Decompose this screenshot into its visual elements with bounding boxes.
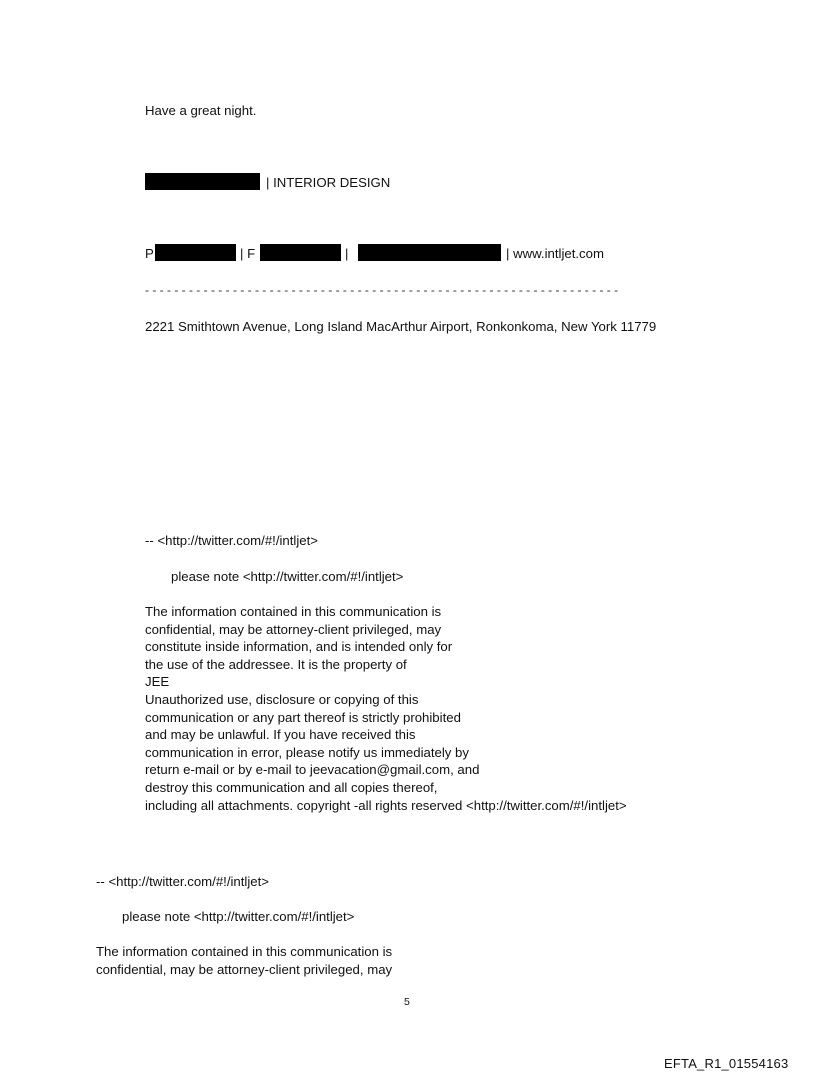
website-text: | www.intljet.com [506,246,604,261]
page-number: 5 [404,996,410,1008]
phone-label: P [145,246,154,261]
twitter-link-line: -- <http://twitter.com/#!/intljet> [145,533,318,548]
disclaimer-line: confidential, may be attorney-client privileged, may [96,961,393,977]
disclaimer-line: destroy this communication and all copies thereof, [145,779,438,795]
address-text: 2221 Smithtown Avenue, Long Island MacArthur Airport, Ronkonkoma, New York 11779 [145,319,657,334]
please-note-line: please note <http://twitter.com/#!/intljet> [122,909,355,924]
disclaimer-line: constitute inside information, and is intended only for [145,639,453,655]
disclaimer-block [96,943,392,978]
disclaimer-line: confidential, may be attorney-client privileged, may [145,621,442,637]
dashed-separator: - - - - - - - - - - - - - - - - - - - - - - - - - - - - - - - - - - - - - - - - - - - - - - - - - - - - - - - - - - - - - - - - - [145,283,619,297]
document-id: EFTA_R1_01554163 [664,1056,789,1071]
disclaimer-line: return e-mail or by e-mail to jeevacation@gmail.com, and [145,762,480,778]
signature-title: | INTERIOR DESIGN [266,175,391,190]
disclaimer-line: JEE [145,674,170,690]
disclaimer-line: communication or any part thereof is strictly prohibited [145,709,461,725]
disclaimer-line: Unauthorized use, disclosure or copying of this [145,691,419,707]
please-note-line: please note <http://twitter.com/#!/intljet> [171,569,404,584]
pipe-separator: | [345,246,349,261]
fax-label: | F [240,246,256,261]
disclaimer-line: and may be unlawful. If you have received this [145,727,416,743]
twitter-link-line: -- <http://twitter.com/#!/intljet> [96,874,269,889]
redacted-email-block [358,244,501,261]
greeting-text: Have a great night. [145,103,257,118]
disclaimer-block [145,603,627,814]
redacted-fax-block [260,244,341,261]
disclaimer-line: The information contained in this communication is [145,604,442,619]
disclaimer-line: the use of the addressee. It is the property of [145,656,407,672]
disclaimer-line: including all attachments. copyright -all rights reserved <http://twitter.com/#!/intljet> [145,797,627,813]
redacted-name-block [145,173,260,190]
disclaimer-line: communication in error, please notify us immediately by [145,744,469,760]
disclaimer-line: The information contained in this communication is [96,944,393,959]
redacted-phone-block [155,244,236,261]
